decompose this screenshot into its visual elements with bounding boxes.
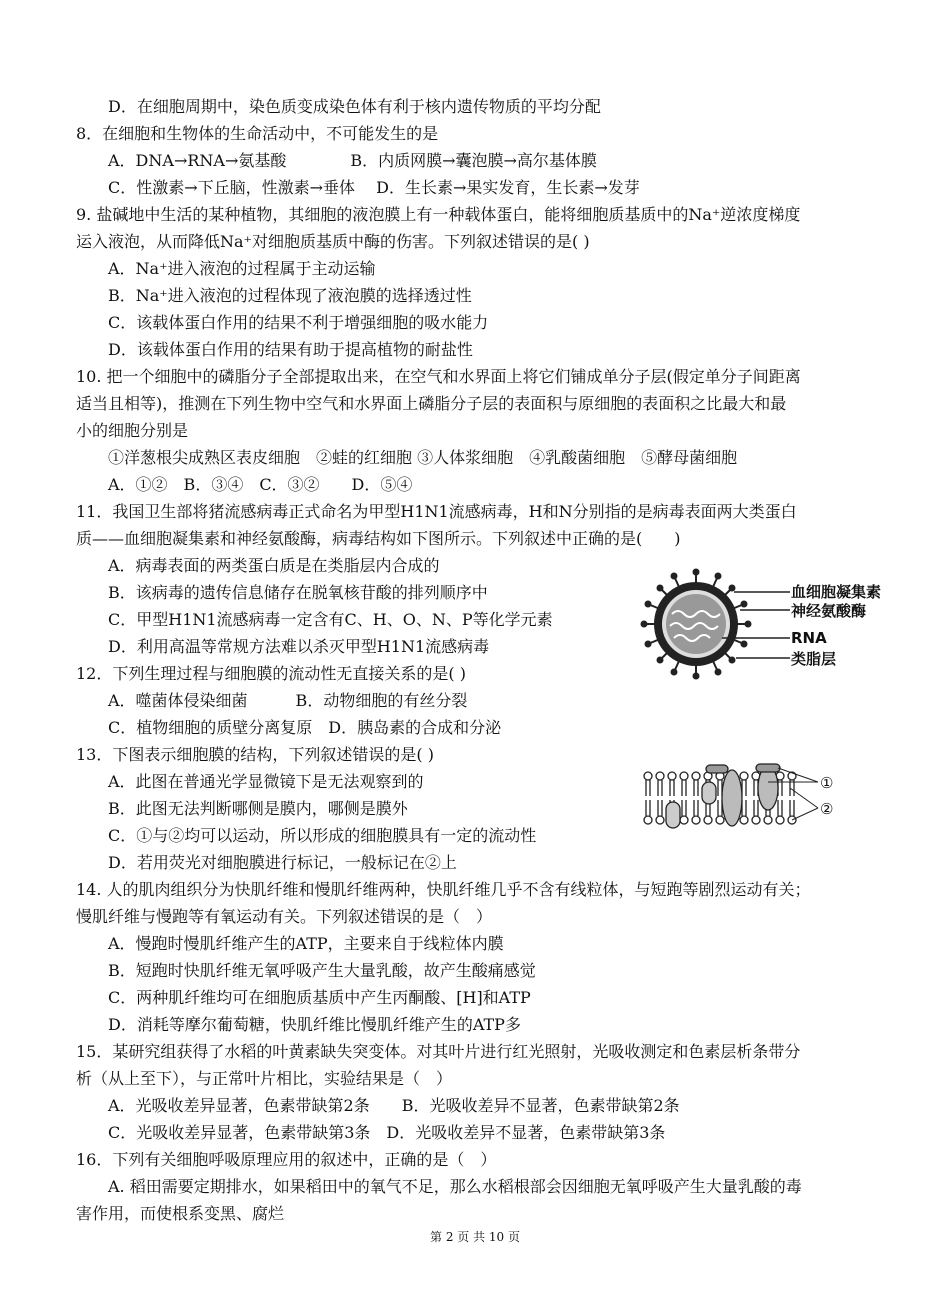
q9-stem-1: 9. 盐碱地中生活的某种植物，其细胞的液泡膜上有一种载体蛋白，能将细胞质基质中的Na⁺逆浓度梯度: [76, 205, 801, 224]
q8-stem: 8．在细胞和生物体的生命活动中，不可能发生的是: [76, 124, 439, 143]
q12-stem: 12．下列生理过程与细胞膜的流动性无直接关系的是( ): [76, 664, 466, 683]
q16-option-a-1: A. 稻田需要定期排水，如果稻田中的氧气不足，那么水稻根部会因细胞无氧呼吸产生大量乳酸的毒: [108, 1177, 802, 1196]
q10-options: A．①② B．③④ C．③② D．⑤④: [108, 475, 413, 494]
q13-stem: 13．下图表示细胞膜的结构，下列叙述错误的是( ): [76, 745, 434, 764]
label-2: ②: [820, 800, 834, 818]
label-lipid-layer: 类脂层: [791, 650, 837, 668]
label-hemagglutinin: 血细胞凝集素: [791, 583, 882, 601]
virus-particle: [641, 569, 752, 680]
q13-option-b: B．此图无法判断哪侧是膜内，哪侧是膜外: [108, 799, 408, 818]
q10-cells: ①洋葱根尖成熟区表皮细胞 ②蛙的红细胞 ③人体浆细胞 ④乳酸菌细胞 ⑤酵母菌细胞: [108, 448, 738, 467]
q10-stem-3: 小的细胞分别是: [76, 421, 189, 440]
q9-stem-2: 运入液泡，从而降低Na⁺对细胞质基质中酶的伤害。下列叙述错误的是( ): [76, 232, 590, 251]
label-1: ①: [820, 774, 834, 792]
q8-options-ab: A．DNA→RNA→氨基酸 B．内质网膜→囊泡膜→高尔基体膜: [108, 151, 597, 170]
q10-stem-2: 适当且相等)，推测在下列生物中空气和水界面上磷脂分子层的表面积与原细胞的表面积之比最大和最: [76, 394, 787, 413]
q14-option-a: A．慢跑时慢肌纤维产生的ATP，主要来自于线粒体内膜: [108, 934, 504, 953]
label-rna: RNA: [791, 629, 827, 647]
q13-option-c: C．①与②均可以运动，所以形成的细胞膜具有一定的流动性: [108, 826, 537, 845]
q15-options-cd: C．光吸收差异显著，色素带缺第3条 D．光吸收差异不显著，色素带缺第3条: [108, 1123, 666, 1142]
q14-option-c: C．两种肌纤维均可在细胞质基质中产生丙酮酸、[H]和ATP: [108, 988, 531, 1007]
q8-options-cd: C．性激素→下丘脑，性激素→垂体 D．生长素→果实发育，生长素→发芽: [108, 178, 640, 197]
q11-option-a: A．病毒表面的两类蛋白质是在类脂层内合成的: [108, 556, 440, 575]
q11-stem-2: 质——血细胞凝集素和神经氨酸酶，病毒结构如下图所示。下列叙述中正确的是( ): [76, 529, 681, 548]
q14-option-d: D．消耗等摩尔葡萄糖，快肌纤维比慢肌纤维产生的ATP多: [108, 1015, 521, 1034]
q11-stem-1: 11．我国卫生部将猪流感病毒正式命名为甲型H1N1流感病毒，H和N分别指的是病毒表面两大类蛋白: [76, 502, 797, 521]
q13-option-a: A．此图在普通光学显微镜下是无法观察到的: [108, 772, 424, 791]
q11-option-b: B．该病毒的遗传信息储存在脱氧核苷酸的排列顺序中: [108, 583, 488, 602]
q13-option-d: D．若用荧光对细胞膜进行标记，一般标记在②上: [108, 853, 457, 872]
q10-stem-1: 10. 把一个细胞中的磷脂分子全部提取出来，在空气和水界面上将它们铺成单分子层(假定单分子间距离: [76, 367, 801, 386]
q9-option-c: C．该载体蛋白作用的结果不利于增强细胞的吸水能力: [108, 313, 489, 332]
q14-stem-2: 慢肌纤维与慢跑等有氧运动有关。下列叙述错误的是（ ）: [76, 907, 493, 926]
q12-options-cd: C．植物细胞的质壁分离复原 D．胰岛素的合成和分泌: [108, 718, 502, 737]
q16-stem: 16．下列有关细胞呼吸原理应用的叙述中，正确的是（ ）: [76, 1150, 497, 1169]
q14-option-b: B．短跑时快肌纤维无氧呼吸产生大量乳酸，故产生酸痛感觉: [108, 961, 536, 980]
q7-option-d: D．在细胞周期中，染色质变成染色体有利于核内遗传物质的平均分配: [108, 97, 601, 116]
page-footer: 第 2 页 共 10 页: [430, 1230, 520, 1244]
q16-option-a-2: 害作用，而使根系变黑、腐烂: [76, 1204, 285, 1223]
q12-options-ab: A．噬菌体侵染细菌 B．动物细胞的有丝分裂: [108, 691, 468, 710]
cell-membrane-figure: [640, 762, 840, 832]
q15-options-ab: A．光吸收差异显著，色素带缺第2条 B．光吸收差异不显著，色素带缺第2条: [108, 1096, 680, 1115]
q9-option-d: D．该载体蛋白作用的结果有助于提高植物的耐盐性: [108, 340, 473, 359]
label-neuraminidase: 神经氨酸酶: [791, 602, 867, 620]
q15-stem-2: 析（从上至下），与正常叶片相比，实验结果是（ ）: [76, 1069, 453, 1088]
q9-option-b: B．Na⁺进入液泡的过程体现了液泡膜的选择透过性: [108, 286, 472, 305]
q15-stem-1: 15．某研究组获得了水稻的叶黄素缺失突变体。对其叶片进行红光照射，光吸收测定和色素层析条带分: [76, 1042, 801, 1061]
q9-option-a: A．Na⁺进入液泡的过程属于主动运输: [108, 259, 376, 278]
q14-stem-1: 14. 人的肌肉组织分为快肌纤维和慢肌纤维两种，快肌纤维几乎不含有线粒体，与短跑等剧烈运动有关；: [76, 880, 811, 899]
q11-option-c: C．甲型H1N1流感病毒一定含有C、H、O、N、P等化学元素: [108, 610, 553, 629]
q11-option-d: D．利用高温等常规方法难以杀灭甲型H1N1流感病毒: [108, 637, 490, 656]
virus-structure-figure: [630, 568, 900, 680]
